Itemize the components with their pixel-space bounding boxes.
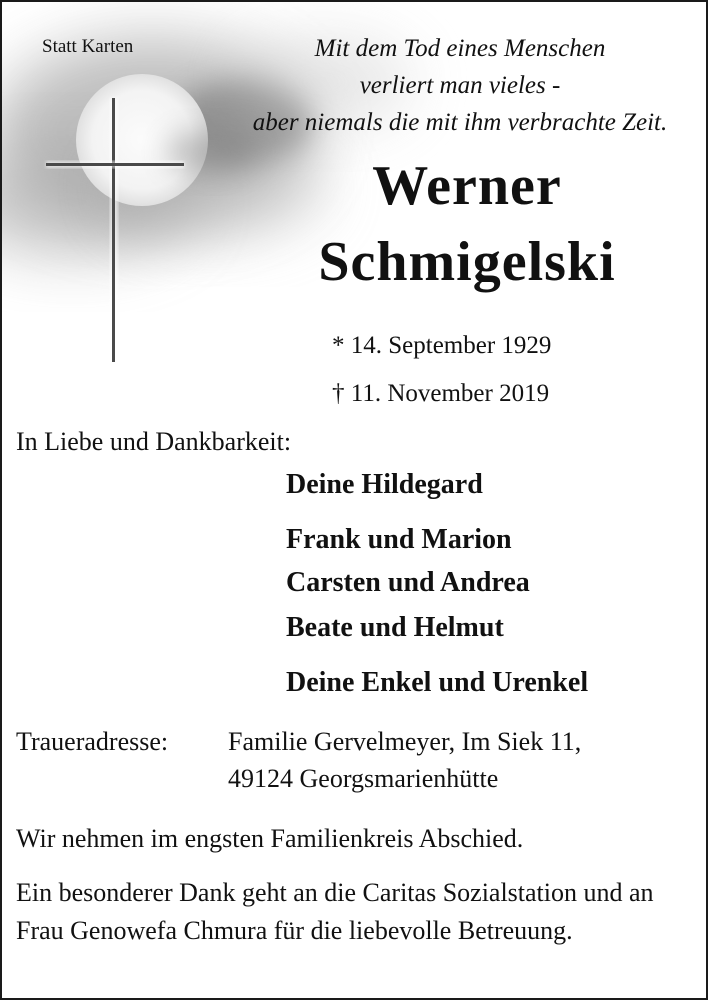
quote-line: verliert man vieles - xyxy=(359,72,561,99)
mourner-name: Frank und Marion xyxy=(286,524,512,555)
mourner-name: Deine Hildegard xyxy=(286,469,483,500)
quote-line: aber niemals die mit ihm verbrachte Zeit. xyxy=(252,109,668,136)
deceased-first-name: Werner xyxy=(372,155,562,217)
farewell-text: Wir nehmen im engsten Familienkreis Abschied. xyxy=(16,824,524,853)
death-date: † 11. November 2019 xyxy=(332,380,550,407)
memorial-quote xyxy=(230,30,690,141)
thanks-text: Ein besonderer Dank geht an die Caritas Sozialstation und an Frau Genowefa Chmura für die liebevolle Betreuung. xyxy=(16,878,654,945)
deceased-last-name: Schmigelski xyxy=(318,231,616,293)
mourner-name: Carsten und Andrea xyxy=(286,567,530,598)
statt-karten-label: Statt Karten xyxy=(42,36,134,57)
quote-line: Mit dem Tod eines Menschen xyxy=(314,35,606,62)
address-line: Familie Gervelmeyer, Im Siek 11, xyxy=(228,727,582,756)
mourners-intro: In Liebe und Dankbarkeit: xyxy=(16,427,292,456)
address-line: 49124 Georgsmarienhütte xyxy=(228,764,499,793)
mourner-name: Deine Enkel und Urenkel xyxy=(286,667,589,698)
address-label: Traueradresse: xyxy=(16,727,169,756)
birth-date: * 14. September 1929 xyxy=(332,332,552,359)
mourner-name: Beate und Helmut xyxy=(286,612,504,643)
